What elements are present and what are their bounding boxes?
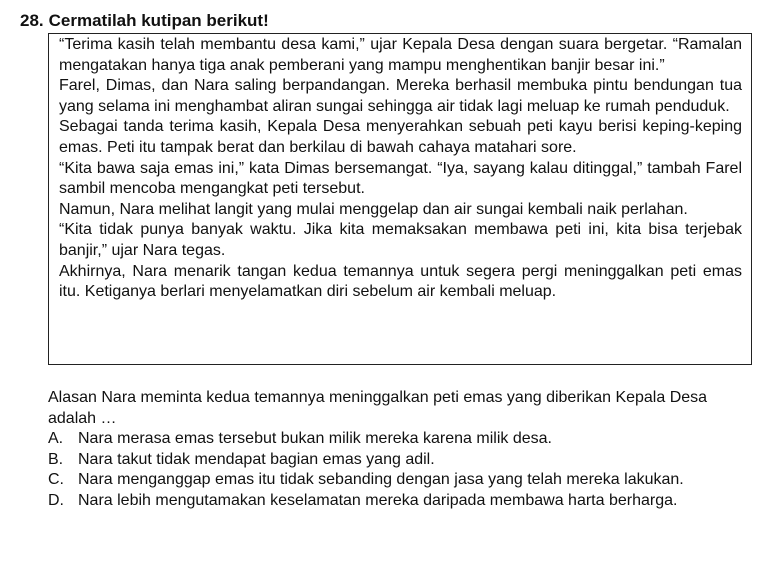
answer-option-d[interactable] — [48, 491, 728, 512]
option-letter: D. — [48, 491, 64, 509]
excerpt-paragraph: Akhirnya, Nara menarik tangan kedua temannya untuk segera pergi meninggalkan peti emas itu. Ketiganya berlari menyelamatkan diri sebelum air kembali meluap. — [59, 262, 742, 301]
excerpt-paragraph: “Terima kasih telah membantu desa kami,” ujar Kepala Desa dengan suara bergetar. “Ramalan mengatakan hanya tiga anak pemberani yang mampu menghentikan banjir besar ini.” — [59, 36, 742, 74]
option-letter: A. — [48, 430, 64, 447]
excerpt-paragraph: Sebagai tanda terima kasih, Kepala Desa menyerahkan sebuah peti kayu berisi keping-keping emas. Peti itu tampak berat dan berkilau di bawah cahaya matahari sore. — [59, 118, 742, 156]
option-letter: C. — [48, 471, 64, 489]
answer-option-a[interactable] — [48, 429, 728, 450]
option-text: Nara merasa emas tersebut bukan milik mereka karena milik desa. — [78, 430, 552, 447]
option-text: Nara menganggap emas itu tidak sebanding dengan jasa yang telah mereka lakukan. — [78, 471, 684, 489]
answer-options — [48, 429, 728, 511]
excerpt-paragraph: “Kita bawa saja emas ini,” kata Dimas bersemangat. “Iya, sayang kalau ditinggal,” tambah Farel sambil mencoba mengangkat peti tersebut. — [59, 159, 742, 198]
question-header — [20, 10, 269, 32]
question-prompt: Alasan Nara meminta kedua temannya meninggalkan peti emas yang diberikan Kepala Desa adalah … — [48, 389, 708, 427]
option-text: Nara takut tidak mendapat bagian emas yang adil. — [78, 450, 435, 468]
excerpt-paragraph: “Kita tidak punya banyak waktu. Jika kita memaksakan membawa peti ini, kita bisa terjebak banjir,” ujar Nara tegas. — [59, 221, 742, 259]
excerpt-paragraph: Namun, Nara melihat langit yang mulai menggelap dan air sungai kembali naik perlahan. — [59, 200, 688, 218]
option-text: Nara lebih mengutamakan keselamatan mereka daripada membawa harta berharga. — [78, 491, 678, 509]
excerpt-paragraph: Farel, Dimas, dan Nara saling berpandangan. Mereka berhasil membuka pintu bendungan tua yang selama ini menghambat aliran sungai sehingga air tidak lagi meluap ke rumah penduduk. — [59, 77, 742, 115]
question-number: 28. — [20, 11, 44, 30]
excerpt-box — [48, 33, 752, 365]
answer-option-c[interactable] — [48, 470, 728, 491]
question-instruction: Cermatilah kutipan berikut! — [48, 11, 269, 30]
option-letter: B. — [48, 450, 64, 468]
answer-option-b[interactable] — [48, 450, 728, 471]
